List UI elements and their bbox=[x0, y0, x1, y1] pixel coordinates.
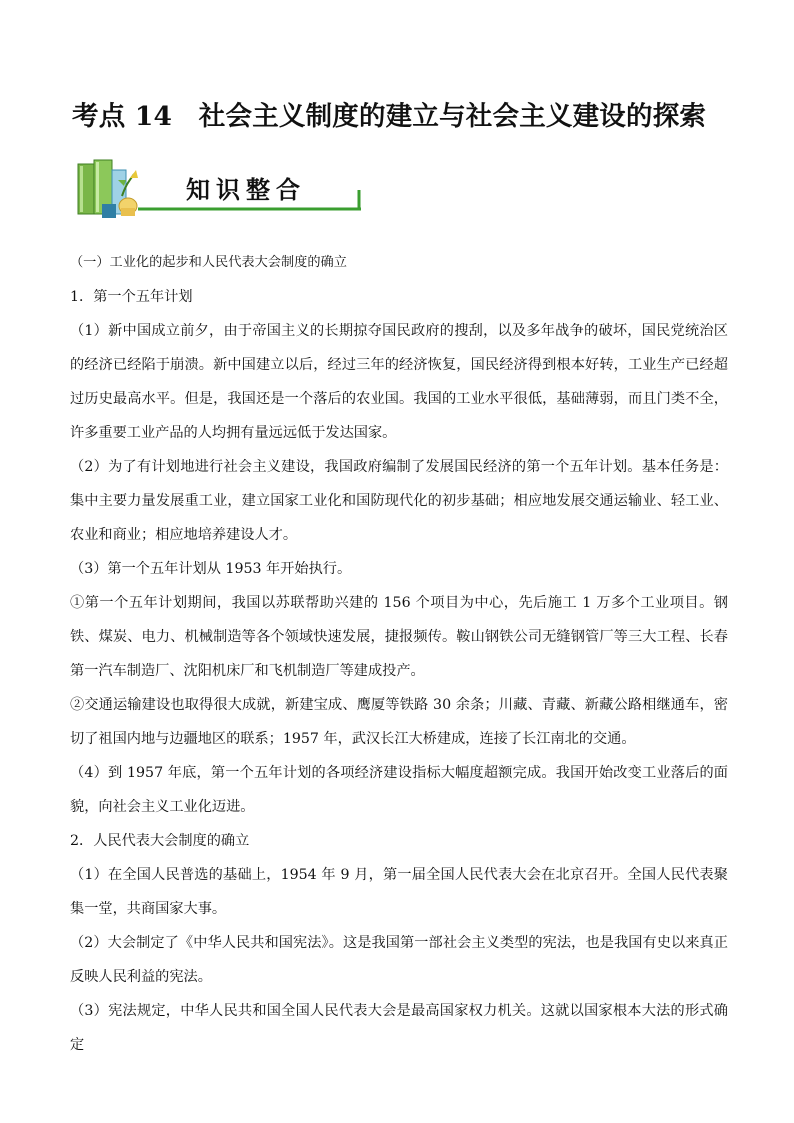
paragraph: （3）第一个五年计划从 1953 年开始执行。 bbox=[70, 561, 352, 577]
paragraph: （1）新中国成立前夕，由于帝国主义的长期掠夺国民政府的搜刮，以及多年战争的破坏，国民党统治区的经济已经陷于崩溃。新中国建立以后，经过三年的经济恢复，国民经济得到根本好转，工业生产已经超过历史最高水平。但是，我国还是一个落后的农业国。我国的工业水平很低，基础薄弱，而且门类不全，许多重要工业产品的人均拥有量远远低于发达国家。 bbox=[70, 323, 728, 441]
books-icon bbox=[78, 160, 138, 218]
paragraph: （3）宪法规定，中华人民共和国全国人民代表大会是最高国家权力机关。这就以国家根本大法的形式确定 bbox=[70, 1003, 728, 1053]
section-heading: （一）工业化的起步和人民代表大会制度的确立 bbox=[70, 255, 347, 270]
subsection-heading: 2．人民代表大会制度的确立 bbox=[70, 833, 250, 849]
paragraph: （1）在全国人民普选的基础上，1954 年 9 月，第一届全国人民代表大会在北京召开。全国人民代表聚集一堂，共商国家大事。 bbox=[70, 867, 728, 917]
paragraph: （2）大会制定了《中华人民共和国宪法》。这是我国第一部社会主义类型的宪法，也是我国有史以来真正反映人民利益的宪法。 bbox=[70, 935, 728, 985]
paragraph: （4）到 1957 年底，第一个五年计划的各项经济建设指标大幅度超额完成。我国开始改变工业落后的面貌，向社会主义工业化迈进。 bbox=[70, 765, 728, 815]
banner-label: 知识整合 bbox=[186, 176, 306, 204]
document-body bbox=[70, 246, 728, 1062]
page-title: 考点 14 社会主义制度的建立与社会主义建设的探索 bbox=[72, 101, 707, 132]
subsection-heading: 1．第一个五年计划 bbox=[70, 289, 193, 305]
paragraph: ②交通运输建设也取得很大成就，新建宝成、鹰厦等铁路 30 余条；川藏、青藏、新藏公路相继通车，密切了祖国内地与边疆地区的联系；1957 年，武汉长江大桥建成，连接了长江南北的交通。 bbox=[70, 697, 728, 747]
paragraph: ①第一个五年计划期间，我国以苏联帮助兴建的 156 个项目为中心，先后施工 1 万多个工业项目。钢铁、煤炭、电力、机械制造等各个领域快速发展，捷报频传。鞍山钢铁公司无缝钢管厂等三大工程、长春第一汽车制造厂、沈阳机床厂和飞机制造厂等建成投产。 bbox=[70, 595, 728, 679]
paragraph: （2）为了有计划地进行社会主义建设，我国政府编制了发展国民经济的第一个五年计划。基本任务是：集中主要力量发展重工业，建立国家工业化和国防现代化的初步基础；相应地发展交通运输业、轻工业、农业和商业；相应地培养建设人才。 bbox=[70, 459, 728, 543]
